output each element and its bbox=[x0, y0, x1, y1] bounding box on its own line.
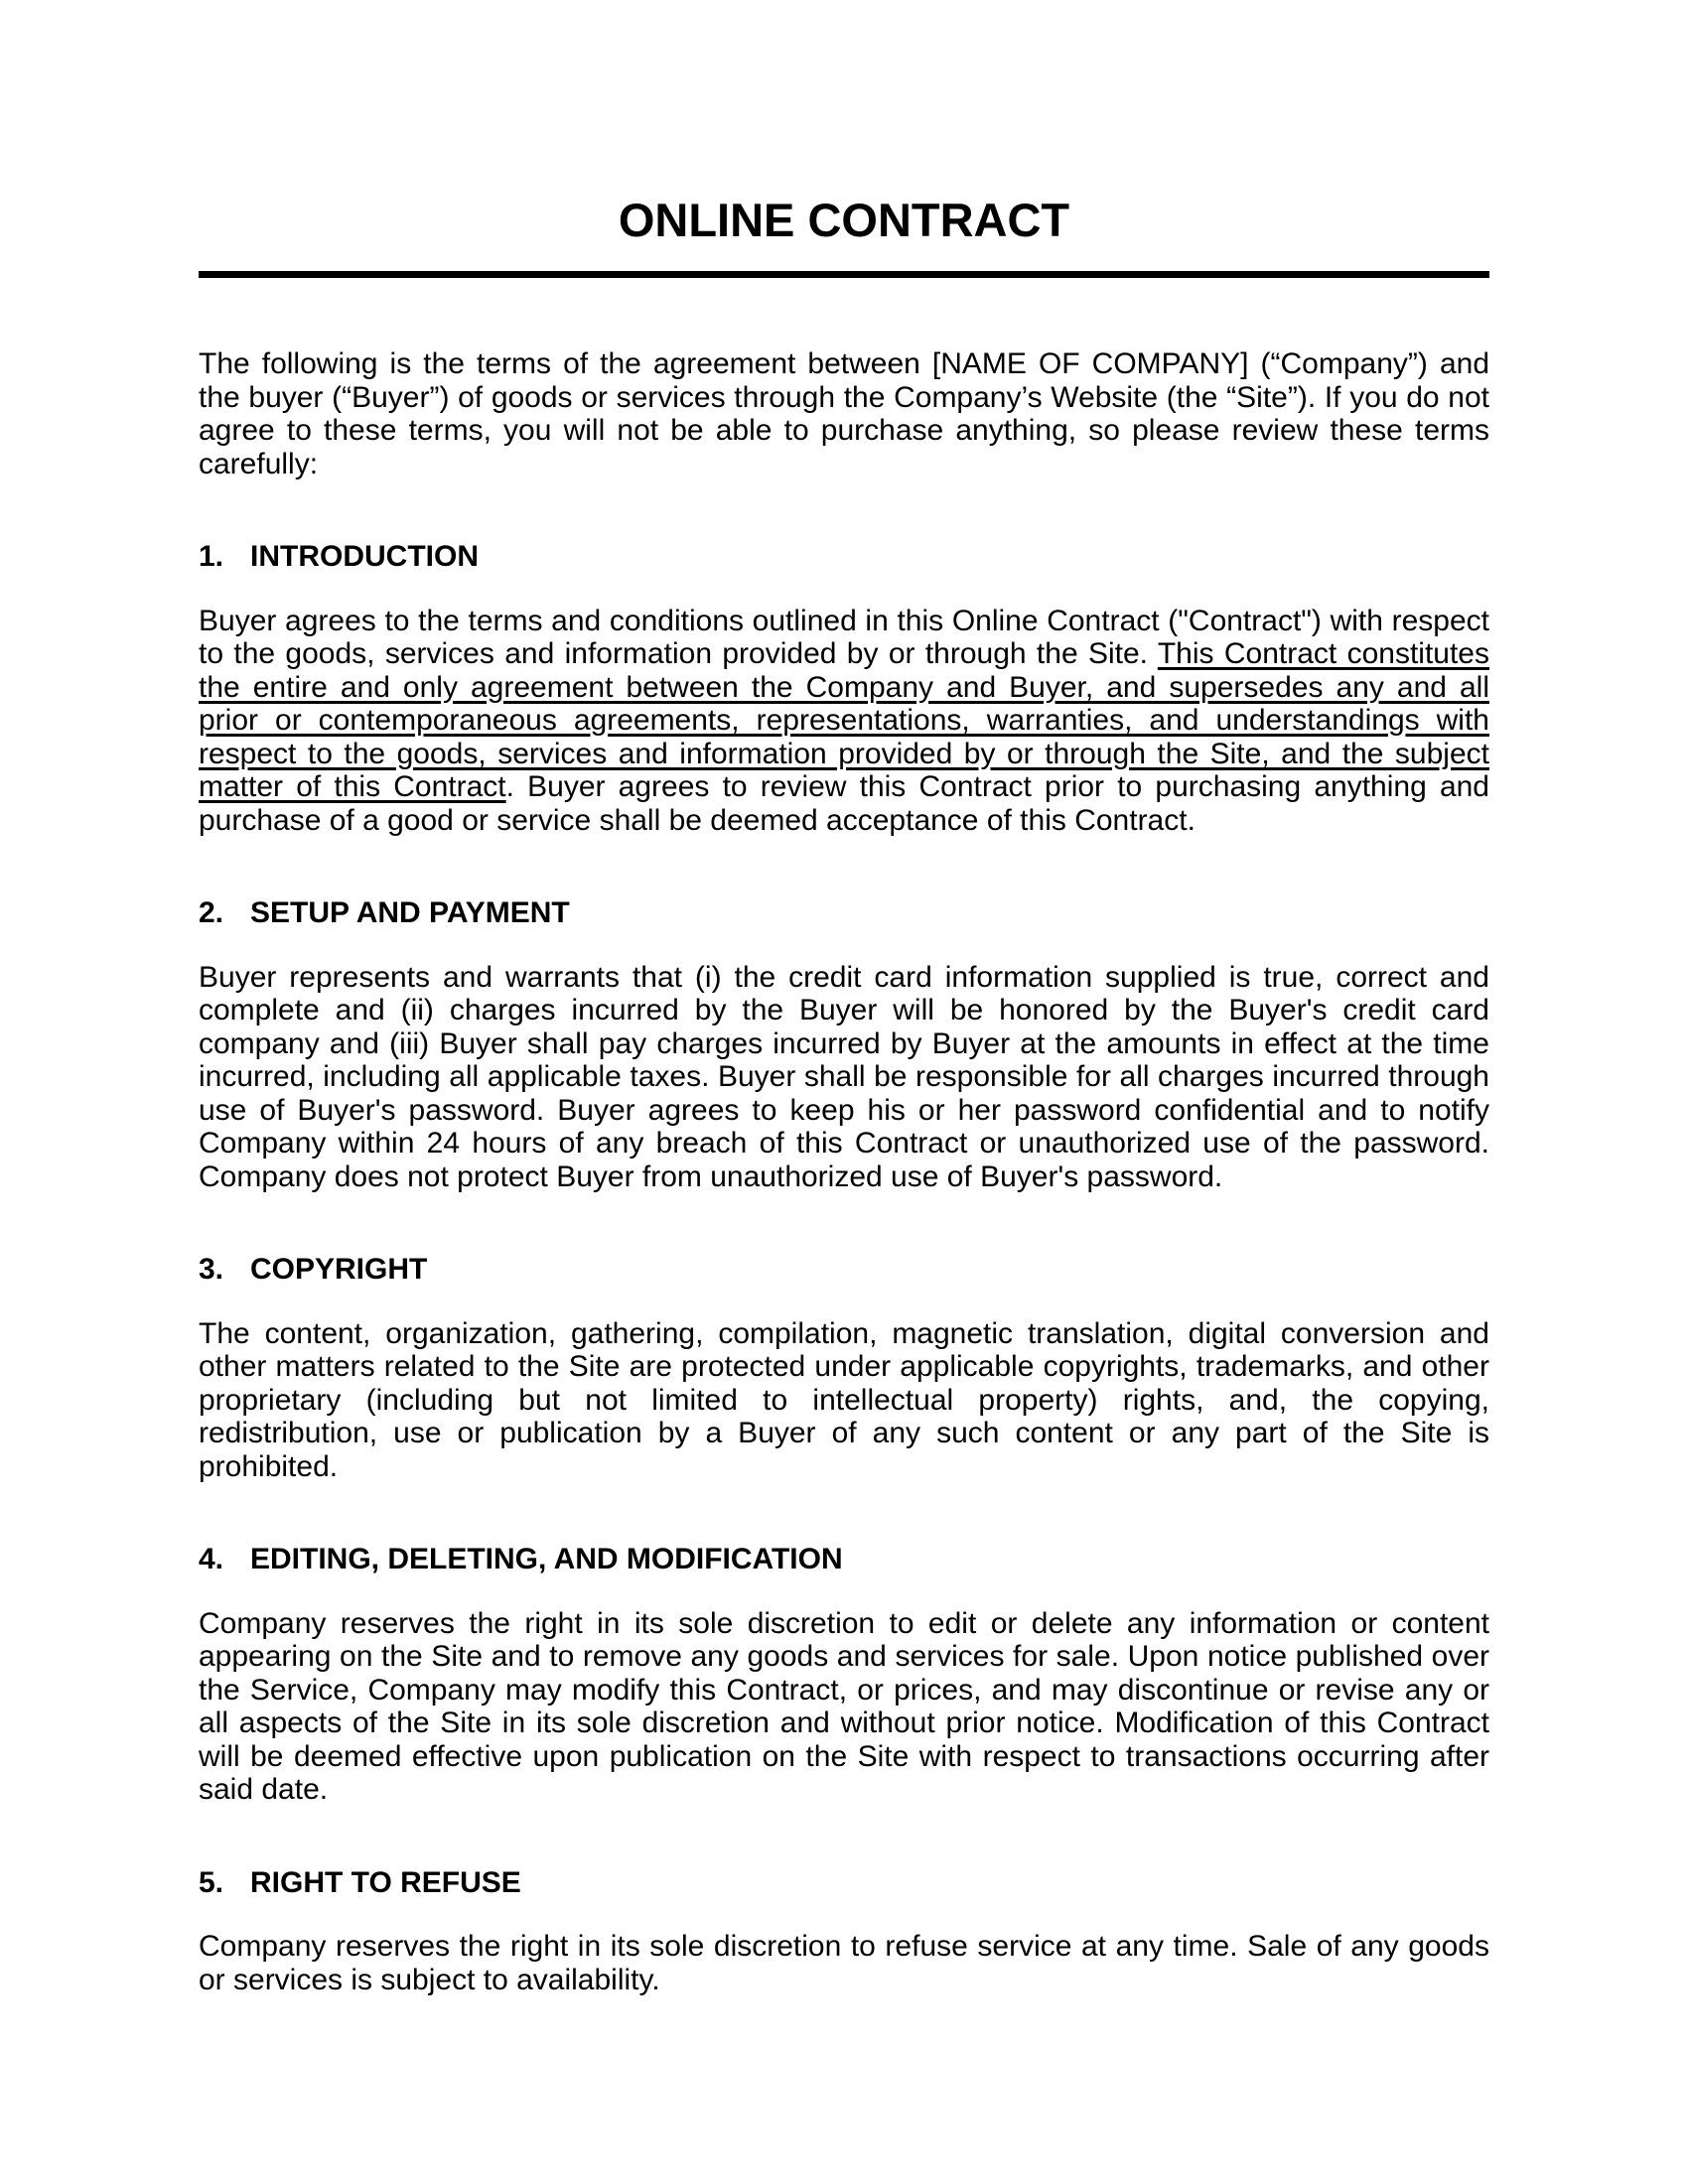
section-heading-label: EDITING, DELETING, AND MODIFICATION bbox=[250, 1543, 843, 1575]
section-paragraph: Company reserves the right in its sole discretion to edit or delete any information or content appearing on the Site and to remove any goods and services for sale. Upon notice published over the Service, Company may modify this Contract, or prices, and may discontinue or revise any or all aspects of the Site in its sole discretion and without prior notice. Modification of this Contract will be deemed effective upon publication on the Site with respect to transactions occurring after said date. bbox=[199, 1606, 1489, 1806]
intro-paragraph: The following is the terms of the agreement between [NAME OF COMPANY] (“Company”) and the buyer (“Buyer”) of goods or services through the Company’s Website (the “Site”). If you do not agree to these terms, you will not be able to purchase anything, so please review these terms carefully: bbox=[199, 347, 1489, 480]
section-setup-and-payment bbox=[199, 896, 1489, 1193]
section-number: 3. bbox=[199, 1253, 224, 1286]
section-number: 1. bbox=[199, 540, 224, 573]
intro-paragraph-block bbox=[199, 347, 1489, 480]
section-heading-label: INTRODUCTION bbox=[250, 540, 479, 573]
section-heading bbox=[199, 1543, 1489, 1576]
section-text-post: . Buyer agrees to review this Contract prior to purchasing anything and purchase of a good or service shall be deemed acceptance of this Contract. bbox=[199, 770, 1489, 837]
section-paragraph bbox=[199, 605, 1489, 838]
document-title: ONLINE CONTRACT bbox=[618, 194, 1070, 246]
title-divider-rule bbox=[199, 271, 1489, 278]
section-number: 2. bbox=[199, 896, 224, 929]
section-heading bbox=[199, 896, 1489, 930]
section-editing-deleting-modification bbox=[199, 1543, 1489, 1807]
section-paragraph: Buyer represents and warrants that (i) the credit card information supplied is true, correct and complete and (ii) charges incurred by the Buyer will be honored by the Buyer's credit card company and (iii) Buyer shall pay charges incurred by Buyer at the amounts in effect at the time incurred, including all applicable taxes. Buyer shall be responsible for all charges incurred through use of Buyer's password. Buyer agrees to keep his or her password confidential and to notify Company within 24 hours of any breach of this Contract or unauthorized use of the password. Company does not protect Buyer from unauthorized use of Buyer's password. bbox=[199, 960, 1489, 1193]
section-text-underlined: This Contract constitutes the entire and only agreement between the Company and Buyer, and supersedes any and all prior or contemporaneous agreements, representations, warranties, and understandings with respect to the goods, services and information provided by or through the Site, and the subject matter of this Contract bbox=[199, 637, 1489, 803]
section-right-to-refuse bbox=[199, 1866, 1489, 1997]
section-heading-label: SETUP AND PAYMENT bbox=[250, 896, 570, 929]
section-number: 4. bbox=[199, 1543, 224, 1575]
section-heading-label: RIGHT TO REFUSE bbox=[250, 1865, 521, 1899]
section-paragraph: The content, organization, gathering, compilation, magnetic translation, digital conversion and other matters related to the Site are protected under applicable copyrights, trademarks, and other proprietary (including but not limited to intellectual property) rights, and, the copying, redistribution, use or publication by a Buyer of any such content or any part of the Site is prohibited. bbox=[199, 1316, 1489, 1483]
section-heading-label: COPYRIGHT bbox=[250, 1253, 428, 1286]
section-copyright bbox=[199, 1253, 1489, 1483]
section-paragraph: Company reserves the right in its sole discretion to refuse service at any time. Sale of any goods or services is subject to availability. bbox=[199, 1930, 1489, 1996]
section-heading bbox=[199, 1866, 1489, 1900]
section-number: 5. bbox=[199, 1865, 224, 1899]
section-heading bbox=[199, 1253, 1489, 1287]
section-introduction bbox=[199, 540, 1489, 837]
section-heading bbox=[199, 540, 1489, 574]
section-text-pre: Buyer agrees to the terms and conditions outlined in this Online Contract ("Contract") with respect to the goods, services and information provided by or through the Site. bbox=[199, 604, 1489, 670]
